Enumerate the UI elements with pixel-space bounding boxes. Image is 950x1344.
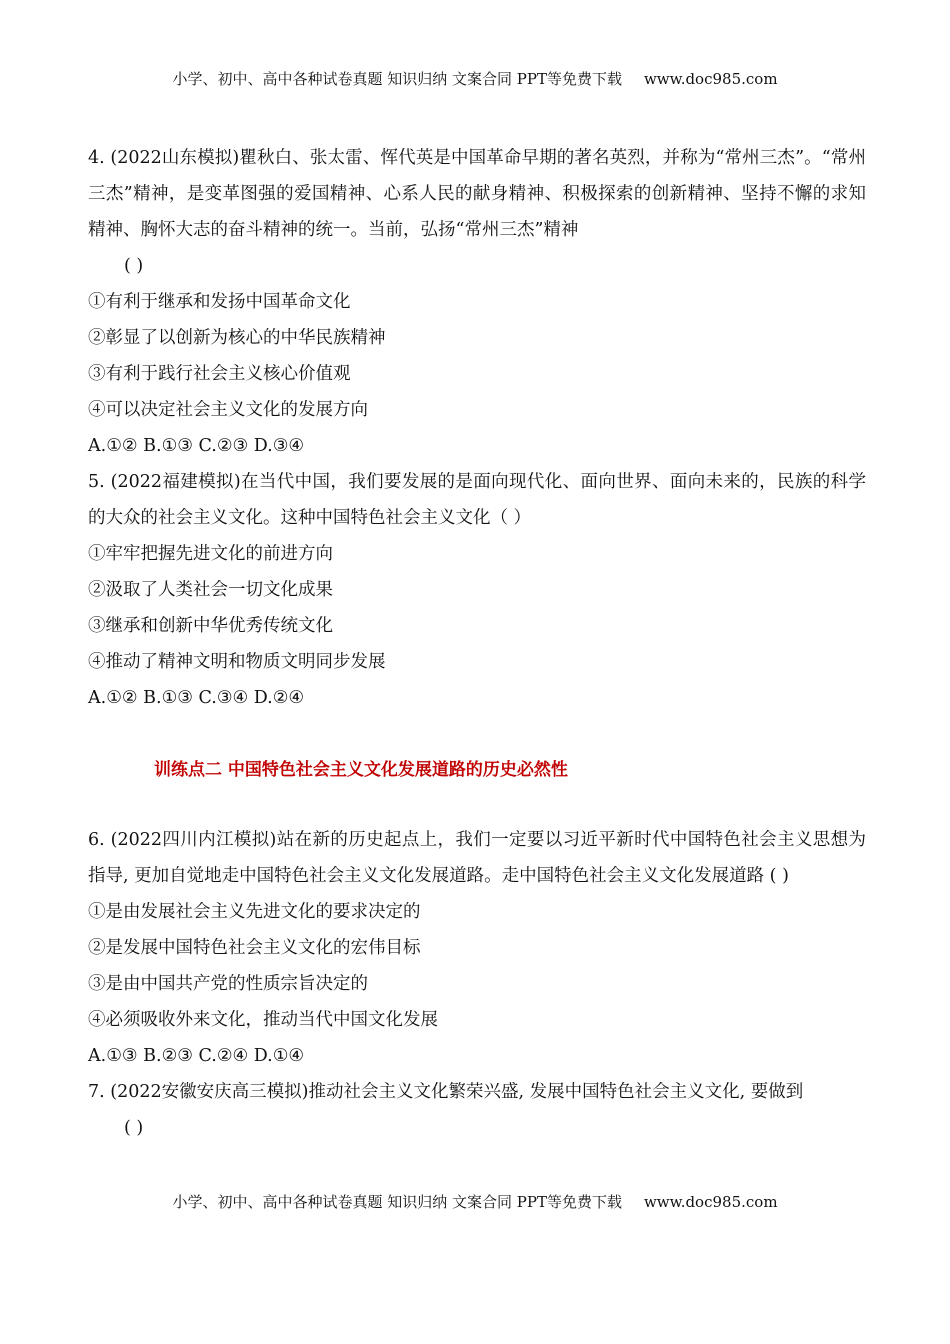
option-item: ②彰显了以创新为核心的中华民族精神 [88,328,386,348]
answer-choices: A.①② B.①③ C.②③ D.③④ [88,436,305,456]
option-item: ①是由发展社会主义先进文化的要求决定的 [88,902,421,922]
header-url: www.doc985.com [643,70,778,88]
question-7 [88,1074,866,1146]
option-item: ④必须吸收外来文化，推动当代中国文化发展 [88,1010,438,1030]
question-5 [88,464,866,716]
question-stem: 7. (2022安徽安庆高三模拟)推动社会主义文化繁荣兴盛, 发展中国特色社会主义文化, 要做到 [88,1082,804,1102]
footer-url: www.doc985.com [643,1193,778,1211]
option-item: ②是发展中国特色社会主义文化的宏伟目标 [88,938,421,958]
question-4 [88,140,866,464]
question-6 [88,822,866,1074]
answer-bracket: ( ) [124,1118,144,1138]
document-body [88,140,866,1146]
option-item: ①有利于继承和发扬中国革命文化 [88,292,351,312]
option-item: ④可以决定社会主义文化的发展方向 [88,400,368,420]
answer-bracket: ( ) [124,256,144,276]
option-item: ①牢牢把握先进文化的前进方向 [88,544,333,564]
page-footer [0,1191,950,1212]
option-item: ④推动了精神文明和物质文明同步发展 [88,652,386,672]
footer-text: 小学、初中、高中各种试卷真题 知识归纳 文案合同 PPT等免费下载 [172,1193,622,1211]
option-item: ③有利于践行社会主义核心价值观 [88,364,351,384]
answer-choices: A.①③ B.②③ C.②④ D.①④ [88,1046,305,1066]
option-item: ②汲取了人类社会一切文化成果 [88,580,333,600]
answer-choices: A.①② B.①③ C.③④ D.②④ [88,688,305,708]
option-item: ③是由中国共产党的性质宗旨决定的 [88,974,368,994]
question-stem: 6. (2022四川内江模拟)站在新的历史起点上，我们一定要以习近平新时代中国特色社会主义思想为指导, 更加自觉地走中国特色社会主义文化发展道路。走中国特色社会主义文化发展道路 ( ) [88,830,866,886]
section-title: 训练点二 中国特色社会主义文化发展道路的历史必然性 [154,760,568,780]
question-stem: 4. (2022山东模拟)瞿秋白、张太雷、恽代英是中国革命早期的著名英烈，并称为“常州三杰”。“常州三杰”精神，是变革图强的爱国精神、心系人民的献身精神、积极探索的创新精神、坚持不懈的求知精神、胸怀大志的奋斗精神的统一。当前，弘扬“常州三杰”精神 [88,148,866,240]
page-header [0,68,950,89]
question-stem: 5. (2022福建模拟)在当代中国，我们要发展的是面向现代化、面向世界、面向未来的，民族的科学的大众的社会主义文化。这种中国特色社会主义文化（ ） [88,472,866,528]
header-text: 小学、初中、高中各种试卷真题 知识归纳 文案合同 PPT等免费下载 [172,70,622,88]
option-item: ③继承和创新中华优秀传统文化 [88,616,333,636]
